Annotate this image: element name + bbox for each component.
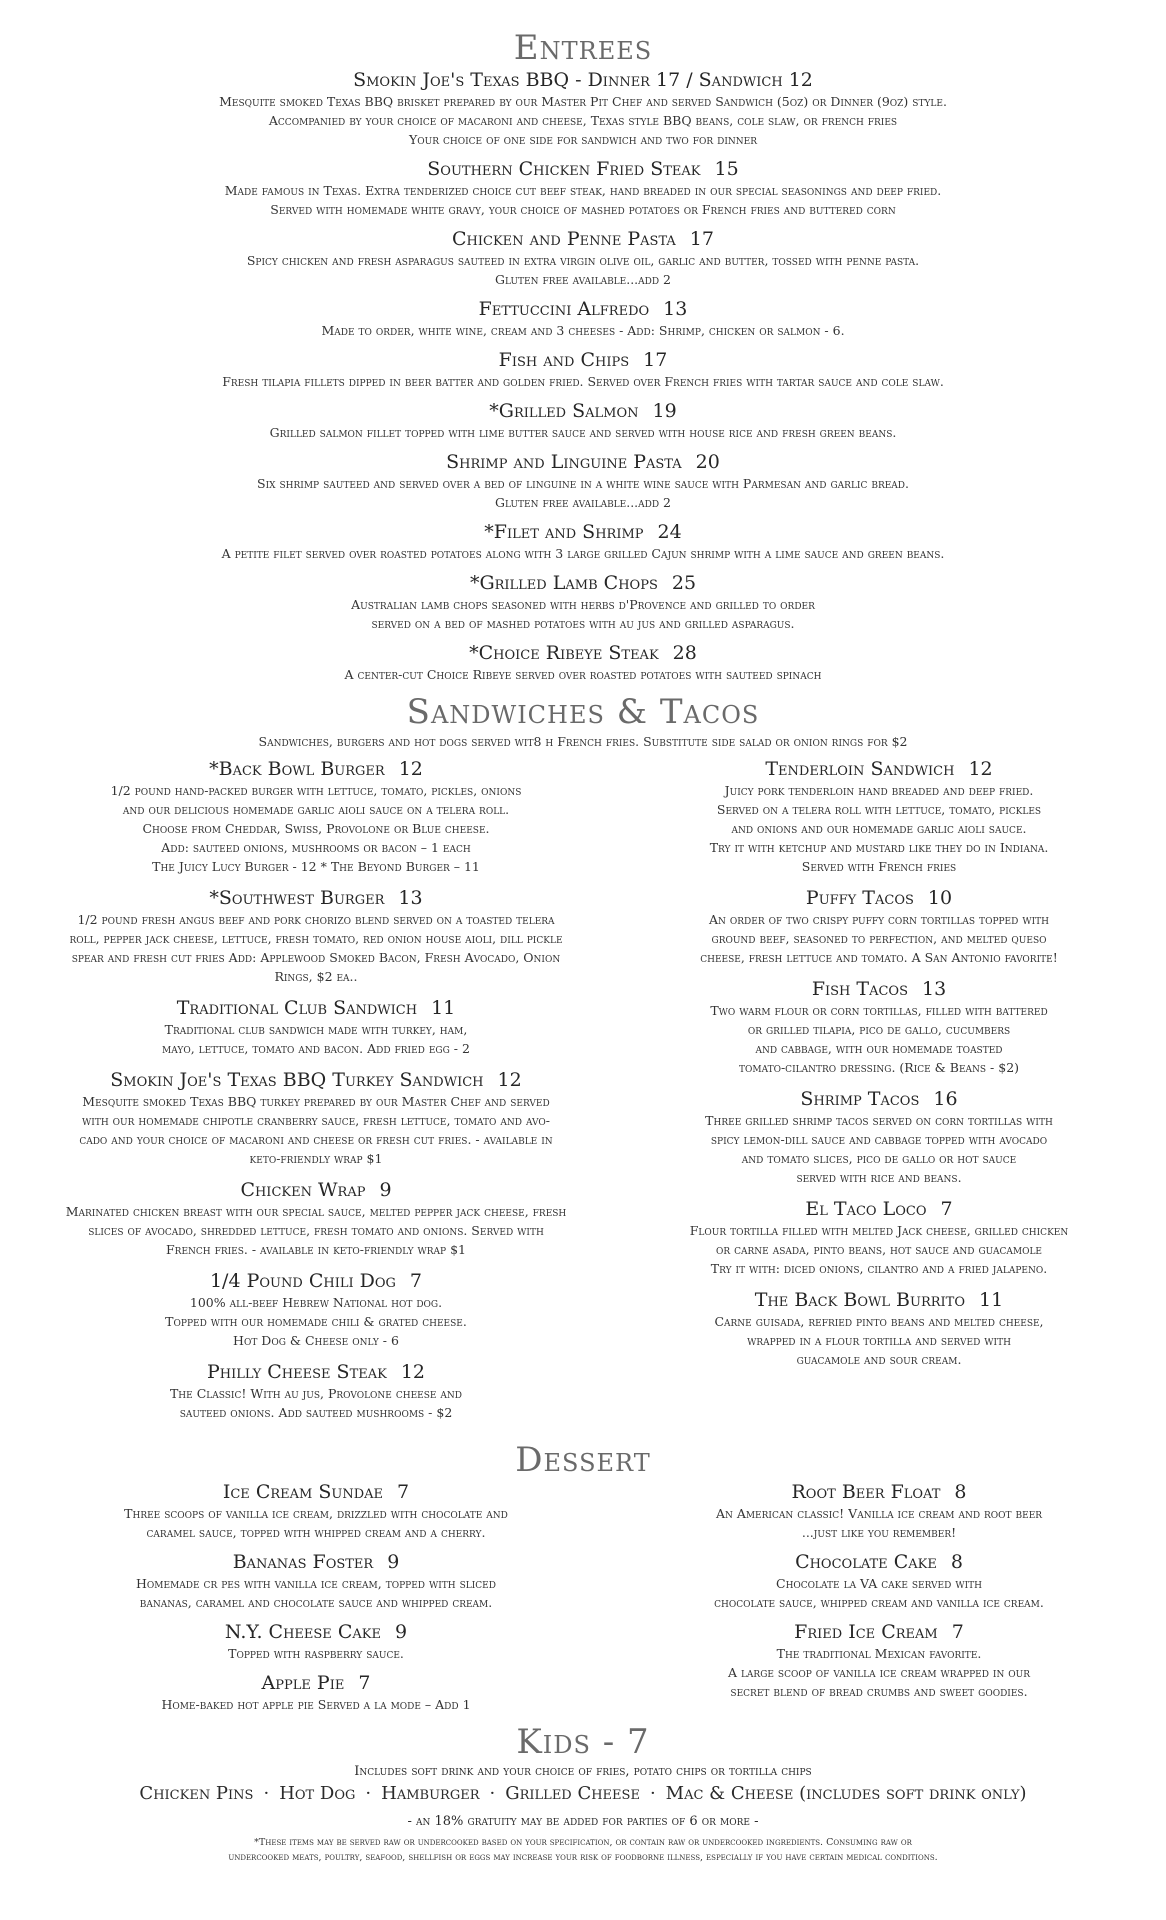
item-description: keto-friendly wrap $1 <box>249 1151 383 1166</box>
item-description: and tomato slices, pico de gallo or hot sauce <box>741 1151 1017 1166</box>
item-price: 13 <box>398 887 423 909</box>
menu-item-name <box>634 886 1124 910</box>
item-title: Fettuccini Alfredo <box>478 298 650 320</box>
item-title: Philly Cheese Steak <box>206 1361 387 1383</box>
menu-item <box>634 1480 1124 1542</box>
sandwiches-note: Sandwiches, burgers and hot dogs served wit8 h French fries. Substitute side salad or onion rings for $2 <box>258 734 908 749</box>
menu-item <box>36 1671 596 1714</box>
menu-item-name <box>36 68 1130 92</box>
separator-dot: · <box>365 1783 372 1804</box>
menu-item <box>634 886 1124 967</box>
kids-item: Mac & Cheese (includes soft drink only) <box>665 1783 1027 1804</box>
sandwiches-right-column <box>634 757 1124 1432</box>
item-description: Your choice of one side for sandwich and two for dinner <box>409 132 757 147</box>
item-title: Southern Chicken Fried Steak <box>427 158 701 180</box>
item-description: wrapped in a flour tortilla and served with <box>747 1333 1011 1348</box>
menu-item <box>36 1360 596 1422</box>
item-description: Try it with: diced onions, cilantro and a fried jalapeno. <box>710 1261 1048 1276</box>
menu-item <box>36 571 1130 633</box>
item-title: Chocolate Cake <box>795 1551 937 1573</box>
disclaimer-line: *These items may be served raw or undercooked based on your specification, or contain raw or undercooked ingredients. Consuming raw or <box>254 1837 912 1848</box>
menu-item-name <box>634 977 1124 1001</box>
kids-item: Hot Dog <box>279 1783 356 1804</box>
dessert-title: Dessert <box>515 1440 651 1480</box>
item-price: 8 <box>950 1551 963 1573</box>
item-title: *Filet and Shrimp <box>484 521 644 543</box>
item-price: 28 <box>672 642 697 664</box>
item-price: 8 <box>954 1481 967 1503</box>
menu-item-name <box>36 571 1130 595</box>
item-title: Traditional Club Sandwich <box>176 997 418 1019</box>
item-description: bananas, caramel and chocolate sauce and whipped cream. <box>139 1595 493 1610</box>
item-price: 7 <box>940 1198 953 1220</box>
menu-item-name <box>36 520 1130 544</box>
menu-item <box>634 1620 1124 1701</box>
item-price: 13 <box>921 978 947 1000</box>
item-description: served on a bed of mashed potatoes with au jus and grilled asparagus. <box>371 616 795 631</box>
item-description: or grilled tilapia, pico de gallo, cucumbers <box>747 1022 1011 1037</box>
menu-item <box>36 520 1130 563</box>
item-description: Gluten free available...add 2 <box>494 495 672 510</box>
item-title: Fish and Chips <box>498 349 630 371</box>
menu-item <box>36 68 1130 149</box>
item-price: 17 <box>643 349 668 371</box>
item-price: 12 <box>398 758 423 780</box>
item-title: *Back Bowl Burger <box>209 758 385 780</box>
item-title: *Southwest Burger <box>209 887 385 909</box>
item-description: Six shrimp sauteed and served over a bed of linguine in a white wine sauce with Parmesan and garlic bread. <box>257 476 909 491</box>
menu-item-name <box>36 1620 596 1644</box>
item-price: 12 <box>968 758 993 780</box>
item-price: 12 <box>400 1361 426 1383</box>
item-title: Smokin Joe's Texas BBQ - Dinner 17 / Sandwich 12 <box>353 69 813 91</box>
item-description: tomato-cilantro dressing. (Rice & Beans - $2) <box>738 1060 1020 1075</box>
item-description: secret blend of bread crumbs and sweet goodies. <box>730 1684 1028 1699</box>
item-description: Three grilled shrimp tacos served on corn tortillas with <box>705 1113 1053 1128</box>
item-price: 7 <box>397 1481 410 1503</box>
item-description: French fries. - available in keto-friendly wrap $1 <box>166 1242 466 1257</box>
menu-item-name <box>36 1360 596 1384</box>
item-description: or carne asada, pinto beans, hot sauce and guacamole <box>715 1242 1042 1257</box>
item-description: Carne guisada, refried pinto beans and melted cheese, <box>714 1314 1044 1329</box>
item-title: Apple Pie <box>261 1672 345 1694</box>
menu-item-name <box>634 1087 1124 1111</box>
sandwiches-section <box>36 692 1130 1432</box>
item-description: Spicy chicken and fresh asparagus sauteed in extra virgin olive oil, garlic and butter, tossed with penne pasta. <box>246 253 920 268</box>
item-title: Shrimp Tacos <box>800 1088 920 1110</box>
item-description: An American classic! Vanilla ice cream and root beer <box>715 1506 1043 1521</box>
item-price: 20 <box>695 451 720 473</box>
dessert-right-column <box>634 1480 1124 1722</box>
item-description: roll, pepper jack cheese, lettuce, fresh tomato, red onion house aioli, dill pickle <box>69 931 563 946</box>
item-title: Root Beer Float <box>791 1481 941 1503</box>
separator-dot: · <box>263 1783 270 1804</box>
menu-item-name <box>36 1269 596 1293</box>
sandwiches-title: Sandwiches & Tacos <box>406 692 760 732</box>
item-price: 7 <box>409 1270 423 1292</box>
item-title: Fried Ice Cream <box>794 1621 938 1643</box>
dessert-section <box>36 1440 1130 1722</box>
item-description: Marinated chicken breast with our special sauce, melted pepper jack cheese, fresh <box>65 1204 567 1219</box>
item-description: Three scoops of vanilla ice cream, drizzled with chocolate and <box>124 1506 508 1521</box>
menu-item-name <box>36 757 596 781</box>
separator-dot: · <box>649 1783 656 1804</box>
menu-item <box>36 297 1130 340</box>
menu-item-name <box>634 1288 1124 1312</box>
item-title: Puffy Tacos <box>805 887 914 909</box>
item-description: 100% all-beef Hebrew National hot dog. <box>189 1295 443 1310</box>
item-description: A center-cut Choice Ribeye served over roasted potatoes with sauteed spinach <box>344 667 822 682</box>
menu-item-name <box>634 1480 1124 1504</box>
item-description: Chocolate la VA cake served with <box>776 1576 982 1591</box>
item-title: Fish Tacos <box>811 978 908 1000</box>
item-price: 13 <box>663 298 688 320</box>
item-description: spear and fresh cut fries Add: Applewood Smoked Bacon, Fresh Avocado, Onion <box>71 950 561 965</box>
item-description: Served with French fries <box>801 859 957 874</box>
item-title: El Taco Loco <box>805 1198 927 1220</box>
menu-item <box>36 450 1130 512</box>
item-description: 1/2 pound fresh angus beef and pork chorizo blend served on a toasted telera <box>77 912 555 927</box>
item-price: 11 <box>431 997 456 1019</box>
item-description: Mesquite smoked Texas BBQ brisket prepared by our Master Pit Chef and served Sandwich (5oz) or Dinner (9oz) style. <box>219 94 947 109</box>
item-description: A petite filet served over roasted potatoes along with 3 large grilled Cajun shrimp with a lime sauce and green beans. <box>221 546 945 561</box>
item-description: An order of two crispy puffy corn tortillas topped with <box>709 912 1049 927</box>
menu-item-name <box>634 757 1124 781</box>
item-title: *Grilled Lamb Chops <box>469 572 658 594</box>
menu-item-name <box>36 1068 596 1092</box>
item-price: 12 <box>497 1069 522 1091</box>
item-price: 10 <box>927 887 953 909</box>
item-title: Bananas Foster <box>232 1551 374 1573</box>
item-description: Flour tortilla filled with melted Jack cheese, grilled chicken <box>689 1223 1069 1238</box>
item-description: mayo, lettuce, tomato and bacon. Add fried egg - 2 <box>162 1041 470 1056</box>
menu-item-name <box>36 1550 596 1574</box>
item-price: 17 <box>689 228 714 250</box>
item-description: Juicy pork tenderloin hand breaded and deep fried. <box>724 783 1034 798</box>
item-price: 9 <box>379 1179 392 1201</box>
item-description: A large scoop of vanilla ice cream wrapped in our <box>727 1665 1031 1680</box>
item-price: 25 <box>671 572 697 594</box>
menu-item-name <box>36 1178 596 1202</box>
disclaimer <box>36 1835 1130 1865</box>
item-description: Topped with raspberry sauce. <box>228 1646 404 1661</box>
item-description: Homemade cr pes with vanilla ice cream, topped with sliced <box>136 1576 496 1591</box>
menu-item-name <box>634 1550 1124 1574</box>
entrees-list <box>36 68 1130 684</box>
menu-item-name <box>36 227 1130 251</box>
kids-title: Kids - 7 <box>516 1722 650 1762</box>
item-title: Chicken and Penne Pasta <box>452 228 676 250</box>
menu-item <box>36 1269 596 1350</box>
menu-item <box>36 1550 596 1612</box>
menu-item-name <box>36 348 1130 372</box>
item-description: Australian lamb chops seasoned with herbs d'Provence and grilled to order <box>351 597 815 612</box>
menu-item-name <box>36 157 1130 181</box>
menu-item <box>36 157 1130 219</box>
item-price: 16 <box>933 1088 958 1110</box>
item-description: slices of avocado, shredded lettuce, fresh tomato and onions. Served with <box>88 1223 544 1238</box>
entrees-section <box>36 28 1130 684</box>
menu-item-name <box>36 297 1130 321</box>
menu-item <box>634 977 1124 1077</box>
dessert-left-column <box>36 1480 596 1722</box>
item-description: Gluten free available...add 2 <box>494 272 672 287</box>
menu-item <box>36 1480 596 1542</box>
menu-item-name <box>634 1197 1124 1221</box>
item-description: caramel sauce, topped with whipped cream and a cherry. <box>146 1525 486 1540</box>
item-description: cheese, fresh lettuce and tomato. A San Antonio favorite! <box>700 950 1058 965</box>
menu-item-name <box>36 1671 596 1695</box>
sandwiches-left-column <box>36 757 596 1432</box>
item-title: The Back Bowl Burrito <box>754 1289 965 1311</box>
menu-item-name <box>36 1480 596 1504</box>
item-description: Rings, $2 ea.. <box>274 969 358 984</box>
item-description: Accompanied by your choice of macaroni and cheese, Texas style BBQ beans, cole slaw, or french fries <box>268 113 898 128</box>
item-description: cado and your choice of macaroni and cheese or fresh cut fries. - available in <box>79 1132 553 1147</box>
item-title: *Choice Ribeye Steak <box>469 642 659 664</box>
item-title: *Grilled Salmon <box>489 400 639 422</box>
kids-section <box>36 1722 1130 1804</box>
item-description: Made to order, white wine, cream and 3 cheeses - Add: Shrimp, chicken or salmon - 6. <box>321 323 845 338</box>
item-price: 7 <box>358 1672 371 1694</box>
kids-item: Hamburger <box>381 1783 480 1804</box>
menu-item-name <box>36 996 596 1020</box>
menu-item <box>634 1087 1124 1187</box>
item-description: 1/2 pound hand-packed burger with lettuce, tomato, pickles, onions <box>110 783 522 798</box>
gratuity-note: - an 18% gratuity may be added for parties of 6 or more - <box>407 1814 759 1829</box>
item-description: Add: sauteed onions, mushrooms or bacon – 1 each <box>161 840 471 855</box>
item-description: spicy lemon-dill sauce and cabbage topped with avocado <box>710 1132 1048 1147</box>
menu-item <box>634 1550 1124 1612</box>
item-description: Choose from Cheddar, Swiss, Provolone or Blue cheese. <box>142 821 490 836</box>
menu-item-name <box>36 450 1130 474</box>
item-title: Tenderloin Sandwich <box>765 758 955 780</box>
item-price: 15 <box>714 158 739 180</box>
item-description: ground beef, seasoned to perfection, and melted queso <box>711 931 1047 946</box>
item-description: The traditional Mexican favorite. <box>776 1646 982 1661</box>
item-description: Mesquite smoked Texas BBQ turkey prepared by our Master Chef and served <box>82 1094 550 1109</box>
menu-item <box>634 1288 1124 1369</box>
item-description: Grilled salmon fillet topped with lime butter sauce and served with house rice and fresh green beans. <box>269 425 897 440</box>
item-title: N.Y. Cheese Cake <box>224 1621 381 1643</box>
menu-item <box>36 886 596 986</box>
item-title: Chicken Wrap <box>240 1179 366 1201</box>
item-price: 19 <box>652 400 677 422</box>
item-description: The Classic! With au jus, Provolone cheese and <box>169 1386 463 1401</box>
item-description: The Juicy Lucy Burger - 12 * The Beyond Burger – 11 <box>152 859 480 874</box>
item-description: chocolate sauce, whipped cream and vanilla ice cream. <box>714 1595 1044 1610</box>
menu-item <box>36 1620 596 1663</box>
item-price: 9 <box>394 1621 408 1643</box>
separator-dot: · <box>489 1783 496 1804</box>
item-description: Two warm flour or corn tortillas, filled with battered <box>710 1003 1048 1018</box>
item-title: Smokin Joe's Texas BBQ Turkey Sandwich <box>110 1069 484 1091</box>
kids-note: Includes soft drink and your choice of fries, potato chips or tortilla chips <box>354 1764 812 1779</box>
item-description: with our homemade chipotle cranberry sauce, fresh lettuce, tomato and avo- <box>82 1113 550 1128</box>
item-description: and our delicious homemade garlic aioli sauce on a telera roll. <box>122 802 510 817</box>
entrees-title: Entrees <box>513 28 653 68</box>
menu-item-name <box>36 399 1130 423</box>
menu-item <box>634 1197 1124 1278</box>
menu-item <box>36 1178 596 1259</box>
menu-item <box>36 227 1130 289</box>
kids-items <box>36 1783 1130 1804</box>
item-description: Served with homemade white gravy, your choice of mashed potatoes or French fries and buttered corn <box>270 202 896 217</box>
item-description: ...just like you remember! <box>801 1525 957 1540</box>
menu-item-name <box>36 641 1130 665</box>
item-description: Hot Dog & Cheese only - 6 <box>233 1333 399 1348</box>
kids-item: Grilled Cheese <box>505 1783 640 1804</box>
item-description: Served on a telera roll with lettuce, tomato, pickles <box>716 802 1042 817</box>
item-description: Traditional club sandwich made with turkey, ham, <box>164 1022 468 1037</box>
kids-item: Chicken Pins <box>139 1783 254 1804</box>
item-description: Fresh tilapia fillets dipped in beer batter and golden fried. Served over French fries with tartar sauce and cole slaw. <box>222 374 944 389</box>
item-price: 7 <box>951 1621 964 1643</box>
item-title: Shrimp and Linguine Pasta <box>446 451 682 473</box>
menu-item <box>36 757 596 876</box>
item-description: Topped with our homemade chili & grated cheese. <box>165 1314 467 1329</box>
menu-item <box>36 996 596 1058</box>
menu-item <box>36 641 1130 684</box>
item-price: 11 <box>979 1289 1004 1311</box>
menu-item <box>634 757 1124 876</box>
item-title: Ice Cream Sundae <box>222 1481 384 1503</box>
menu-item-name <box>36 886 596 910</box>
item-description: Home-baked hot apple pie Served a la mode – Add 1 <box>161 1697 471 1712</box>
item-description: guacamole and sour cream. <box>796 1352 962 1367</box>
menu-item <box>36 348 1130 391</box>
item-description: served with rice and beans. <box>796 1170 962 1185</box>
item-description: Try it with ketchup and mustard like they do in Indiana. <box>709 840 1049 855</box>
item-price: 24 <box>657 521 682 543</box>
item-price: 9 <box>387 1551 400 1573</box>
menu-item <box>36 1068 596 1168</box>
item-description: sauteed onions. Add sauteed mushrooms - $2 <box>179 1405 453 1420</box>
item-title: 1/4 Pound Chili Dog <box>209 1270 396 1292</box>
disclaimer-line: undercooked meats, poultry, seafood, shellfish or eggs may increase your risk of foodborne illness, especially if you have certain medical conditions. <box>228 1852 938 1863</box>
menu-item-name <box>634 1620 1124 1644</box>
item-description: and onions and our homemade garlic aioli sauce. <box>731 821 1027 836</box>
item-description: Made famous in Texas. Extra tenderized choice cut beef steak, hand breaded in our special seasonings and deep fried. <box>224 183 942 198</box>
item-description: and cabbage, with our homemade toasted <box>755 1041 1003 1056</box>
menu-item <box>36 399 1130 442</box>
